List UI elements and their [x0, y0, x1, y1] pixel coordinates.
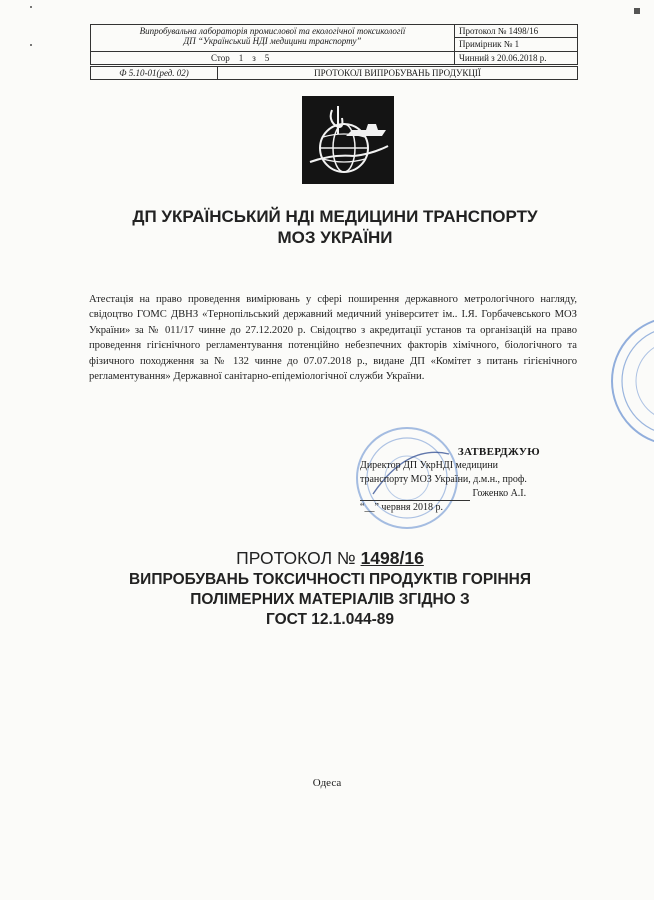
protocol-prefix: ПРОТОКОЛ №: [236, 548, 356, 568]
lab-name-cell: [91, 25, 455, 52]
protocol-title: [60, 546, 600, 630]
lab-name-line2: ДП “Український НДІ медицини транспорту”: [183, 36, 362, 47]
protocol-title-line2: ВИПРОБУВАНЬ ТОКСИЧНОСТІ ПРОДУКТІВ ГОРІННЯ: [128, 571, 531, 588]
organization-title-line1: ДП УКРАЇНСЬКИЙ НДІ МЕДИЦИНИ ТРАНСПОРТУ: [132, 207, 538, 226]
approver-position-line1: Директор ДП УкрНДІ медицини: [360, 460, 499, 471]
page-current: 1: [238, 52, 244, 63]
scan-speck: [30, 44, 32, 46]
document-header-row2: [90, 66, 578, 80]
approval-date-month-year: ” червня 2018 р.: [374, 502, 444, 513]
protocol-title-line4: ГОСТ 12.1.044-89: [266, 611, 394, 628]
scan-speck: [634, 8, 640, 14]
protocol-title-line3: ПОЛІМЕРНИХ МАТЕРІАЛІВ ЗГІДНО З: [190, 591, 470, 608]
approval-date-day: __: [364, 502, 375, 513]
approval-date-open-quote: “: [360, 502, 365, 513]
organization-title-line2: МОЗ УКРАЇНИ: [277, 228, 393, 247]
scan-speck: [30, 6, 32, 8]
form-code-cell: Ф 5.10-01(ред. 02): [91, 67, 218, 80]
page-total: 5: [264, 52, 270, 63]
effective-date-cell: Чинний з 20.06.2018 р.: [455, 51, 578, 64]
protocol-number: 1498/16: [360, 548, 424, 568]
approver-position-line2: транспорту МОЗ України, д.м.н., проф.: [360, 474, 527, 485]
protocol-number-cell: Протокол № 1498/16: [455, 25, 578, 38]
approver-name: Гоженко А.І.: [472, 488, 527, 499]
lab-name-line1: Випробувальна лабораторія промислової та екологічної токсикології: [139, 26, 406, 36]
page-counter-cell: [91, 51, 455, 64]
organization-title: [80, 206, 590, 248]
document-header-table: [90, 24, 578, 65]
page-label: Стор: [211, 52, 230, 63]
approval-block: [360, 445, 600, 515]
copy-number-cell: Примірник № 1: [455, 38, 578, 51]
page-of: з: [252, 52, 256, 63]
accreditation-paragraph: Атестація на право проведення вимірювань у сфері поширення державного метрологічного нагляду, свідоцтво ГОМС ДВНЗ «Тернопільський державний медичний університет ім.. І.Я. Горбачевського МОЗ України» за № 011/17 чинне до 27.12.2020 р. Свідоцтво з акредитації установ та організацій на право проведення гігієнічного регламентування потенційно небезпечних факторів хімічного, біологічного та фізичного походження за № 132 чинне до 07.07.2018 р., видане ДП «Комітет з питань гігієнічного регламентування» Державної санітарно-епідеміологічної служби України.: [89, 294, 577, 383]
institute-logo-icon: [302, 96, 394, 184]
doc-type-cell: ПРОТОКОЛ ВИПРОБУВАНЬ ПРОДУКЦІЇ: [218, 67, 578, 80]
signature-line: [360, 487, 600, 501]
approval-heading: ЗАТВЕРДЖУЮ: [457, 446, 540, 458]
approval-date: [360, 501, 600, 515]
protocol-number-line: [60, 546, 600, 570]
city-name: Одеса: [312, 777, 342, 789]
partial-seal-stamp-icon: [606, 296, 654, 466]
